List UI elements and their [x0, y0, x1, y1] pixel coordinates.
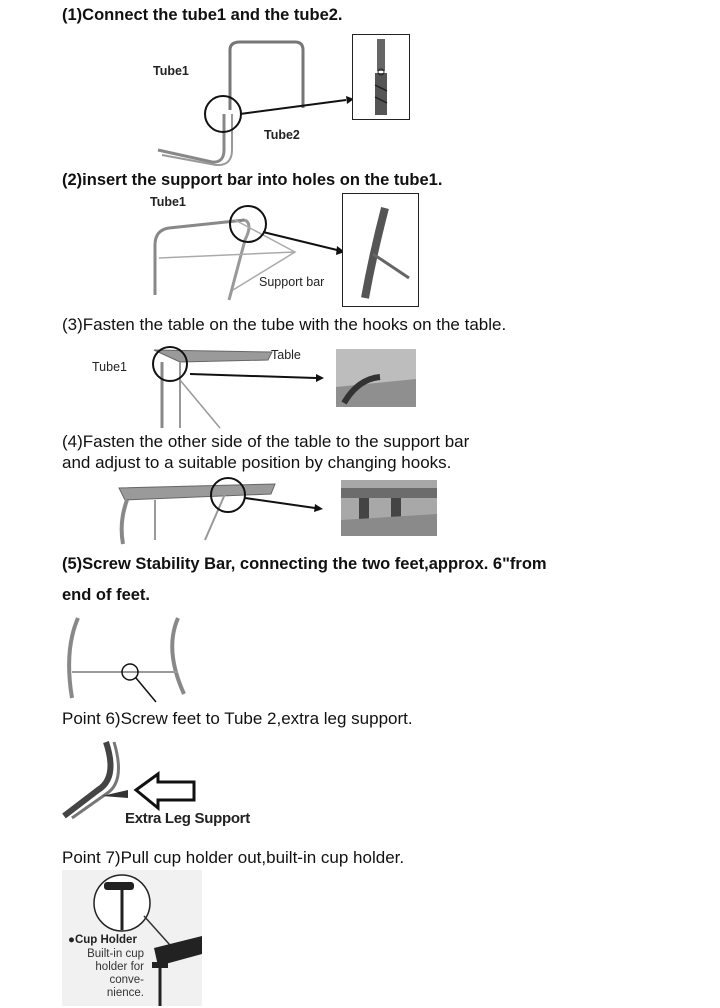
step5-diagram [60, 610, 200, 705]
cup-holder-title-row [68, 934, 137, 946]
step-6-text: Point 6)Screw feet to Tube 2,extra leg support. [62, 709, 413, 728]
support-bar-label: Support bar [259, 275, 325, 289]
step-4-text-line1: (4)Fasten the other side of the table to the support bar [62, 432, 470, 451]
step6-diagram [62, 738, 202, 818]
cup-holder-description [68, 948, 144, 1000]
cup-holder-title: Cup Holder [74, 934, 137, 946]
step-5-text-line2: end of feet. [62, 586, 151, 604]
tube1-label-step2: Tube1 [150, 195, 186, 209]
step4-diagram [115, 478, 335, 548]
cup-holder-photo [62, 870, 202, 1006]
step4-detail-photo [341, 480, 437, 536]
step-1-text: (1)Connect the tube1 and the tube2. [62, 6, 343, 24]
tube1-label-step3: Tube1 [92, 360, 127, 374]
step1-detail-box [352, 34, 410, 120]
tube1-label-step1: Tube1 [153, 64, 189, 78]
step2-detail-box [342, 193, 419, 307]
extra-leg-support-label: Extra Leg Support [125, 810, 250, 827]
cup-holder-line: conve- [109, 974, 144, 986]
table-label: Table [271, 348, 301, 362]
step-2-text: (2)insert the support bar into holes on the tube1. [62, 171, 443, 189]
step-4-text-line2: and adjust to a suitable position by changing hooks. [62, 453, 452, 472]
cup-holder-line: nience. [106, 987, 144, 999]
step-3-text: (3)Fasten the table on the tube with the hooks on the table. [62, 315, 507, 334]
bullet-dot-icon: ● [68, 934, 75, 946]
step-5-text-line1: (5)Screw Stability Bar, connecting the two feet,approx. 6"from [62, 555, 547, 573]
step2-diagram [145, 200, 355, 310]
cup-holder-line: Built-in cup [87, 948, 144, 960]
tube2-label: Tube2 [264, 128, 300, 142]
step3-diagram [150, 340, 340, 430]
step-7-text: Point 7)Pull cup holder out,built-in cup holder. [62, 848, 405, 867]
cup-holder-line: holder for [95, 961, 144, 973]
step3-detail-photo [336, 349, 416, 407]
